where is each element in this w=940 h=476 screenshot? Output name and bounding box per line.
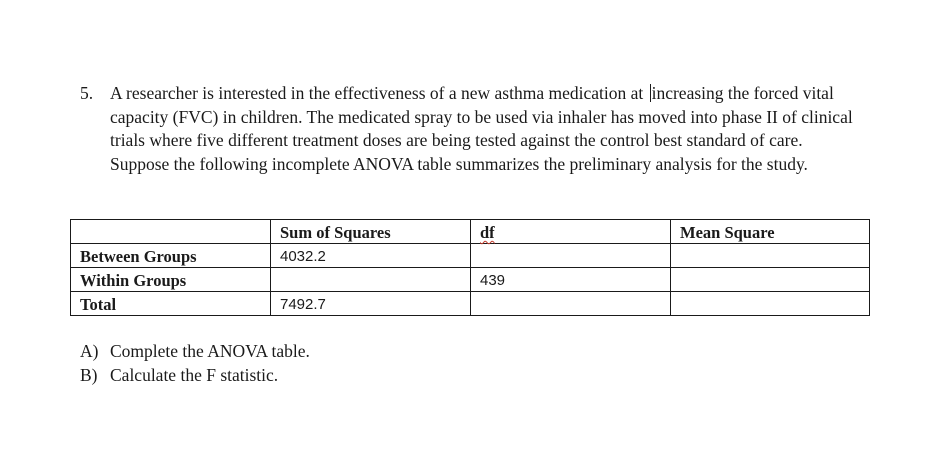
part-b-letter: B): [80, 364, 98, 385]
cell-between-ms[interactable]: [671, 244, 870, 268]
table-row: [71, 268, 870, 292]
table-row: [71, 244, 870, 268]
header-sum-of-squares[interactable]: Sum of Squares: [271, 220, 471, 244]
part-b-text: Calculate the F statistic.: [110, 364, 279, 385]
cell-within-ms[interactable]: [671, 268, 870, 292]
cell-total-ss[interactable]: 7492.7: [271, 292, 471, 316]
header-cell-empty[interactable]: [71, 220, 271, 244]
row-label-total[interactable]: Total: [71, 292, 271, 316]
question-number: 5.: [80, 83, 94, 103]
header-df[interactable]: [471, 220, 671, 244]
part-a[interactable]: [80, 340, 310, 364]
part-b[interactable]: [80, 364, 310, 388]
question-text-part-2: increasing the forced vital capacity (FVC) in children. The medicated spray to be used via inhaler has moved into phase II of clinical trials where five different treatment doses are being tested against the control best standard of care. Suppose the following incomplete ANOVA table summarizes the preliminary analysis for the study.: [110, 83, 853, 174]
part-a-letter: A): [80, 341, 99, 361]
question-5: [80, 82, 860, 176]
table-header-row: [71, 220, 870, 244]
question-text[interactable]: [110, 82, 860, 176]
header-df-label: df: [480, 223, 495, 242]
cell-within-ss[interactable]: [271, 268, 471, 292]
cell-within-df[interactable]: 439: [471, 268, 671, 292]
row-label-within-groups[interactable]: Within Groups: [71, 268, 271, 292]
row-label-between-groups[interactable]: Between Groups: [71, 244, 271, 268]
text-cursor: [650, 84, 651, 102]
part-a-text: Complete the ANOVA table.: [110, 341, 310, 361]
question-text-part-1: A researcher is interested in the effectiveness of a new asthma medication at: [110, 83, 648, 103]
cell-between-df[interactable]: [471, 244, 671, 268]
cell-total-ms[interactable]: [671, 292, 870, 316]
cell-total-df[interactable]: [471, 292, 671, 316]
anova-table: [70, 219, 870, 316]
header-mean-square[interactable]: Mean Square: [671, 220, 870, 244]
cell-between-ss[interactable]: 4032.2: [271, 244, 471, 268]
table-row: [71, 292, 870, 316]
question-parts: [80, 340, 310, 387]
